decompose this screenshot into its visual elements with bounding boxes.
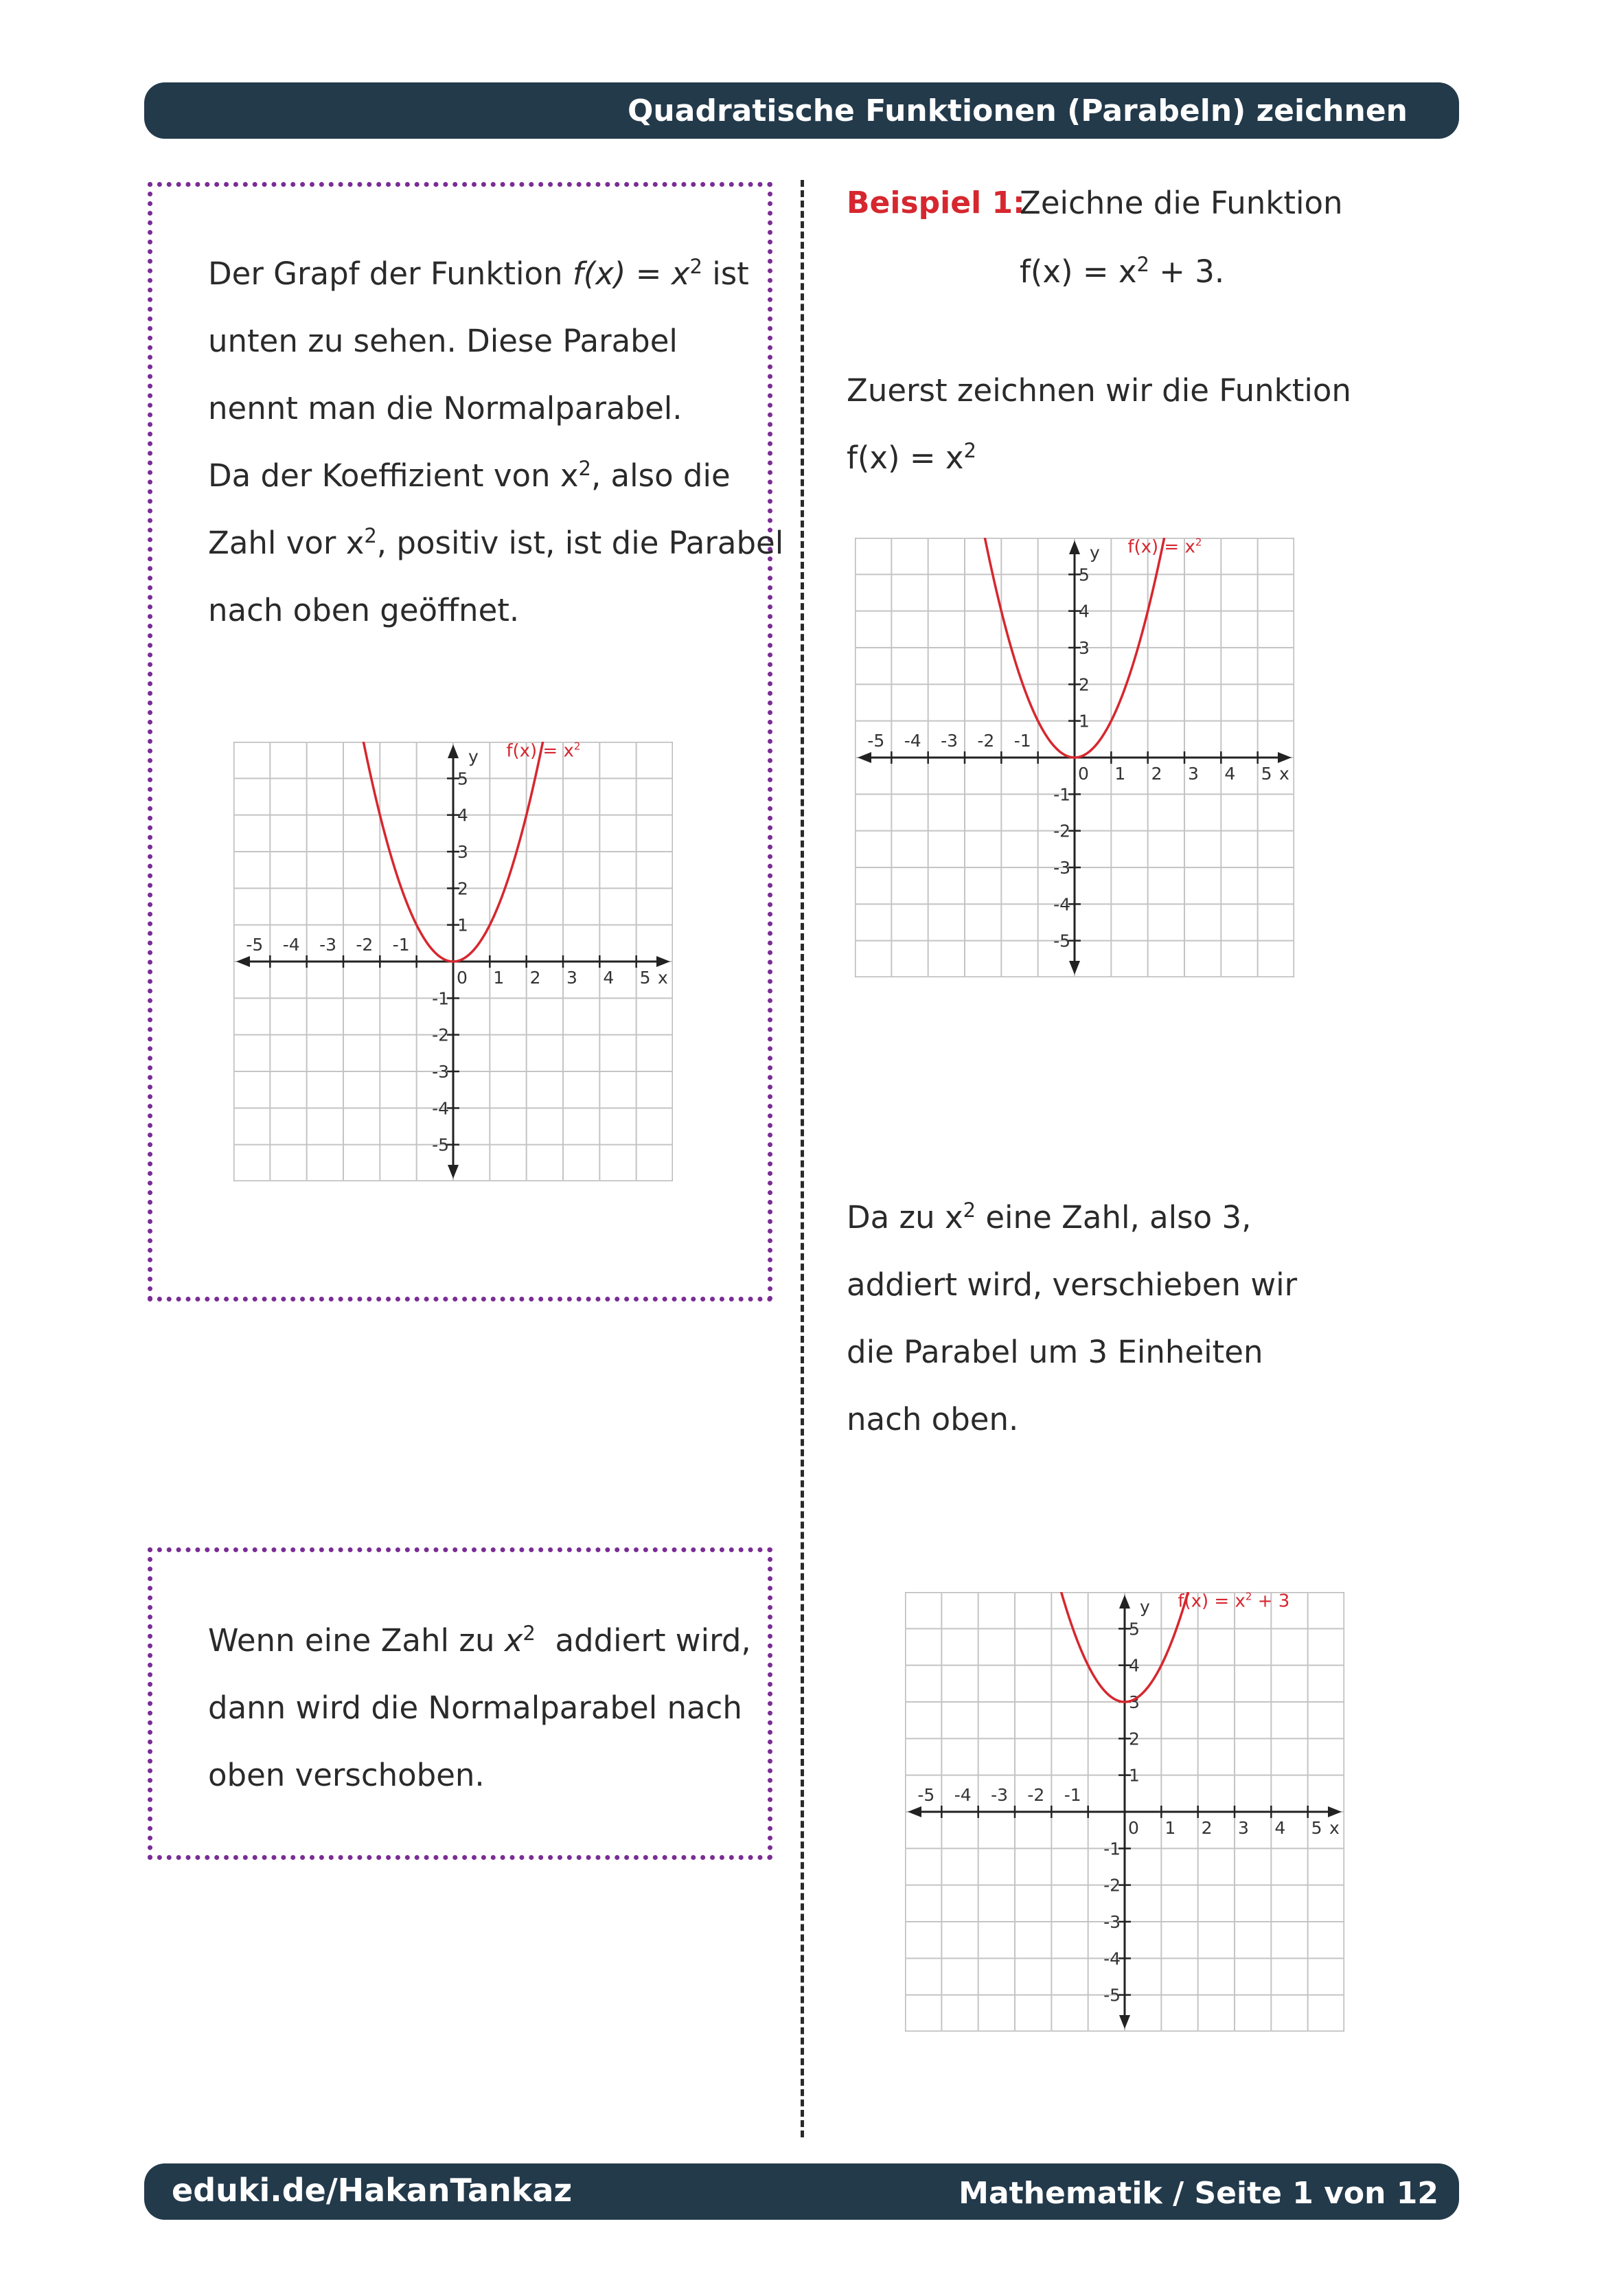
y-tick-label: -4 [1053, 894, 1070, 915]
x-tick-label: -1 [1013, 731, 1031, 751]
x-tick-label: -3 [319, 935, 336, 955]
y-tick-label: 1 [1079, 711, 1090, 731]
text-line: unten zu sehen. Diese Parabel [208, 323, 678, 359]
x-tick-label: -1 [392, 935, 410, 955]
x-tick-label: -5 [867, 731, 885, 751]
y-tick-label: 3 [1129, 1692, 1140, 1712]
y-tick-label: 3 [457, 842, 468, 862]
y-tick-label: -1 [1103, 1839, 1121, 1859]
normalparabel-text [208, 240, 783, 644]
graph-shifted-parabola [905, 1592, 1344, 2032]
y-tick-label: -4 [432, 1098, 449, 1119]
y-tick-label: -3 [432, 1062, 449, 1082]
text-line: addiert wird, verschieben wir [847, 1266, 1298, 1303]
y-tick-label: 1 [457, 915, 468, 935]
example-function: $f(x) = x^2 + 3$. [1020, 253, 1225, 290]
y-axis-label: y [1090, 543, 1100, 562]
x-axis-label: x [658, 968, 668, 988]
footer-page-info: Mathematik / Seite 1 von 12 [959, 2176, 1438, 2211]
y-tick-label: -3 [1053, 858, 1070, 878]
x-tick-label: -2 [356, 935, 374, 955]
page-title: Quadratische Funktionen (Parabeln) zeichnen [628, 93, 1408, 128]
function-label: $f(x) = x^2 + 3$ [1178, 1592, 1290, 1612]
x-tick-label: 1 [1114, 764, 1126, 784]
x-tick-label: -2 [977, 731, 995, 751]
y-tick-label: 4 [1079, 601, 1090, 622]
y-tick-label: 2 [457, 878, 468, 899]
y-tick-label: -5 [1053, 931, 1070, 951]
x-tick-label: 0 [457, 968, 468, 988]
x-tick-label: -5 [246, 935, 264, 955]
function-label: $f(x) = x^2$ [1127, 538, 1202, 558]
y-tick-label: 5 [457, 769, 468, 789]
text-line: Zuerst zeichnen wir die Funktion [847, 372, 1351, 409]
y-tick-label: -2 [1103, 1875, 1121, 1896]
text-line: Da zu $x^2$ eine Zahl, also 3, [847, 1198, 1252, 1236]
x-tick-label: -4 [282, 935, 300, 955]
y-tick-label: -2 [1053, 821, 1070, 841]
y-tick-label: 4 [1129, 1655, 1140, 1676]
y-tick-label: 3 [1079, 638, 1090, 658]
y-tick-label: 5 [1129, 1619, 1140, 1639]
graph-normalparabel-right [855, 538, 1294, 977]
y-tick-label: -4 [1103, 1948, 1121, 1969]
x-tick-label: 1 [1165, 1818, 1176, 1838]
x-tick-label: -5 [917, 1785, 935, 1805]
x-tick-label: 0 [1128, 1818, 1139, 1838]
x-tick-label: 0 [1078, 764, 1089, 784]
x-tick-label: 2 [1201, 1818, 1213, 1838]
x-axis-label: x [1279, 764, 1289, 784]
x-tick-label: 2 [1151, 764, 1162, 784]
x-tick-label: 2 [529, 968, 541, 988]
y-tick-label: -5 [1103, 1985, 1121, 2005]
x-tick-label: 3 [1188, 764, 1199, 784]
y-tick-label: 2 [1079, 674, 1090, 695]
x-tick-label: 3 [566, 968, 577, 988]
x-tick-label: -3 [991, 1785, 1008, 1805]
first-step-text [847, 357, 1351, 492]
y-tick-label: -1 [432, 988, 449, 1009]
x-tick-label: -4 [904, 731, 921, 751]
y-tick-label: -2 [432, 1025, 449, 1045]
y-tick-label: 4 [457, 805, 468, 826]
footer-bar [144, 2163, 1459, 2220]
x-tick-label: 4 [603, 968, 615, 988]
y-tick-label: 5 [1079, 565, 1090, 585]
footer-website: eduki.de/HakanTankaz [172, 2172, 573, 2209]
y-tick-label: 1 [1129, 1765, 1140, 1786]
text-line: oben verschoben. [208, 1757, 485, 1793]
text-line: nach oben geöffnet. [208, 592, 520, 628]
x-tick-label: 1 [493, 968, 505, 988]
text-line: dann wird die Normalparabel nach [208, 1690, 742, 1726]
x-tick-label: -4 [954, 1785, 972, 1805]
y-axis-label: y [468, 747, 479, 766]
header-bar [144, 82, 1459, 139]
shift-rule-text [208, 1607, 751, 1809]
shift-explanation-text [847, 1184, 1297, 1453]
text-line: Zahl vor $x^2$, positiv ist, ist die Parabel [208, 524, 784, 561]
text-line: nach oben. [847, 1401, 1019, 1437]
x-tick-label: 5 [1311, 1818, 1322, 1838]
example-label: Beispiel 1: [847, 185, 1025, 220]
text-line: $f(x) = x^2$ [847, 439, 976, 476]
graph-normalparabel-left [233, 742, 673, 1181]
function-label: $f(x) = x^2$ [506, 742, 581, 762]
example-text: Zeichne die Funktion [1020, 185, 1343, 221]
x-tick-label: 3 [1238, 1818, 1249, 1838]
x-tick-label: 5 [1261, 764, 1272, 784]
column-divider [801, 180, 804, 2137]
x-tick-label: 4 [1274, 1818, 1286, 1838]
x-tick-label: 4 [1224, 764, 1236, 784]
text-line: Da der Koeffizient von $x^2$, also die [208, 457, 731, 494]
x-tick-label: -2 [1027, 1785, 1045, 1805]
x-tick-label: -1 [1064, 1785, 1081, 1805]
y-tick-label: -3 [1103, 1912, 1121, 1932]
text-line: Der Grapf der Funktion $f(x) = x^2$ ist [208, 255, 749, 292]
text-line: Wenn eine Zahl zu $x^2$ addiert wird, [208, 1622, 751, 1659]
y-axis-label: y [1140, 1597, 1150, 1617]
text-line: nennt man die Normalparabel. [208, 390, 682, 427]
x-tick-label: -3 [941, 731, 958, 751]
text-line: die Parabel um 3 Einheiten [847, 1334, 1263, 1370]
y-tick-label: 2 [1129, 1729, 1140, 1749]
y-tick-label: -1 [1053, 784, 1070, 805]
y-tick-label: -5 [432, 1135, 449, 1155]
x-tick-label: 5 [639, 968, 651, 988]
x-axis-label: x [1329, 1818, 1340, 1838]
